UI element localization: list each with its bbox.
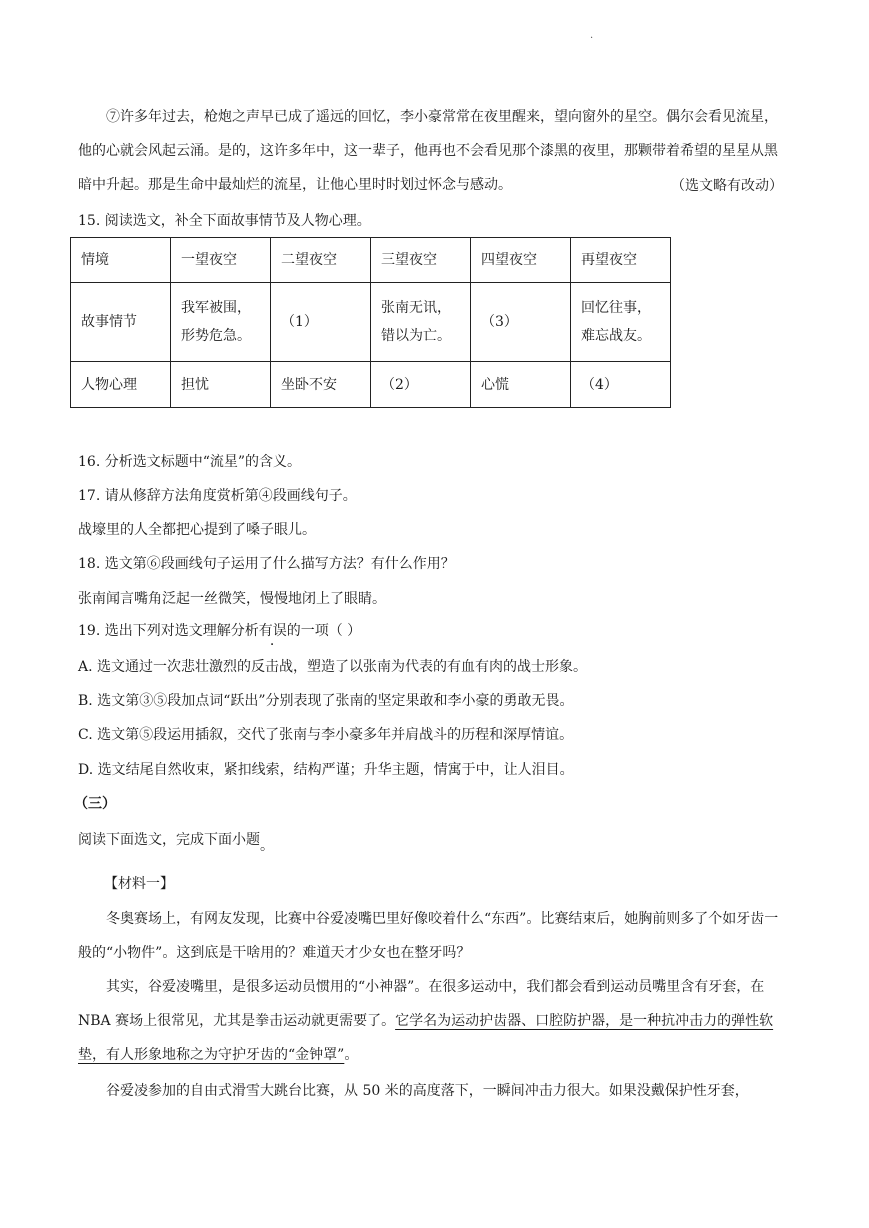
- plot-label: 故事情节: [71, 283, 171, 362]
- option-b: B. 选文第③⑤段加点词“跃出”分别表现了张南的坚定果敢和李小豪的勇敢无畏。: [78, 693, 574, 709]
- header-dot: .: [590, 30, 594, 41]
- question-17-sentence: 战壕里的人全都把心提到了嗓子眼儿。: [78, 522, 316, 538]
- table-header-cell: 一望夜空: [171, 238, 271, 283]
- section-3-intro: [78, 830, 274, 854]
- mood-cell: 坐卧不安: [271, 362, 371, 408]
- paragraph-7: ⑦许多年过去，枪炮之声早已成了遥远的回忆，李小豪常常在夜里醒来，望向窗外的星空。偶尔会看见流星，他的心就会风起云涌。是的，这许多年中，这一辈子，他再也不会看见那个漆黑的夜里，那颗带着希望的星星从黑暗中升起。那是生命中最灿烂的流星，让他心里时时划过怀念与感动。: [78, 109, 778, 193]
- question-19-prefix: 19. 选出下列对选文理解分析: [78, 623, 259, 639]
- paragraph-2-underlined: 它学名为运动护齿器、口腔防护器，是一种抗冲击力的弹性软垫，有人形象地称之为守护牙齿的“金钟罩”: [78, 1013, 774, 1063]
- question-18-sentence: 张南闻言嘴角泛起一丝微笑，慢慢地闭上了眼睛。: [78, 591, 386, 607]
- table-header-cell: 四望夜空: [471, 238, 571, 283]
- plot-line: 难忘战友。: [581, 328, 651, 344]
- mood-cell-blank: （4）: [571, 362, 671, 408]
- plot-line: 形势危急。: [181, 328, 251, 344]
- paragraph-2-plain: 其实，谷爱凌嘴里，是很多运动员惯用的“小神器”。在很多运动中，我们都会看到运动员嘴里含有牙套，在 NBA 赛场上很常见，尤其是拳击运动就更需要了。: [78, 979, 765, 1029]
- material-1-paragraph-2: [78, 970, 791, 1072]
- plot-line: 错以为亡。: [381, 328, 451, 344]
- material-1-paragraph-3: 谷爱凌参加的自由式滑雪大跳台比赛，从 50 米的高度落下，一瞬间冲击力很大。如果没戴保护性牙套，: [106, 1083, 749, 1099]
- mood-label: 人物心理: [71, 362, 171, 408]
- table-header-cell: 再望夜空: [571, 238, 671, 283]
- question-15: 15. 阅读选文，补全下面故事情节及人物心理。: [78, 213, 371, 229]
- plot-line: 张南无讯，: [381, 300, 451, 316]
- plot-cell: [571, 283, 671, 362]
- paragraph-2-end: 。: [344, 1047, 359, 1063]
- plot-cell-blank: （1）: [271, 283, 371, 362]
- plot-line: 我军被围，: [181, 300, 251, 316]
- table-header-cell: 二望夜空: [271, 238, 371, 283]
- section-3-intro-text: 阅读下面选文，完成下面小题: [78, 832, 260, 848]
- question-17: 17. 请从修辞方法角度赏析第④段画线句子。: [78, 488, 357, 504]
- table-row-mood: [71, 362, 671, 408]
- mood-cell: 担忧: [171, 362, 271, 408]
- question-18: 18. 选文第⑥段画线句子运用了什么描写方法？有什么作用？: [78, 556, 455, 572]
- option-d: D. 选文结尾自然收束，紧扣线索，结构严谨；升华主题，情寓于中，让人泪目。: [78, 762, 574, 778]
- material-1-heading: 【材料一】: [104, 876, 174, 892]
- plot-cell: [171, 283, 271, 362]
- option-c: C. 选文第⑤段运用插叙，交代了张南与李小豪多年并肩战斗的历程和深厚情谊。: [78, 727, 574, 743]
- option-a: A. 选文通过一次悲壮激烈的反击战，塑造了以张南为代表的有血有肉的战士形象。: [78, 659, 588, 675]
- material-1-paragraph-1: 冬奥赛场上，有网友发现，比赛中谷爱凌嘴巴里好像咬着什么“东西”。比赛结束后，她胸前则多了个如牙齿一般的“小物件”。这到底是干啥用的？难道天才少女也在整牙吗？: [78, 911, 779, 961]
- table-header-cell: 情境: [71, 238, 171, 283]
- table-row-plot: [71, 283, 671, 362]
- section-3-intro-mark: 。: [260, 838, 274, 854]
- question-19: [78, 621, 361, 641]
- mood-cell: 心慌: [471, 362, 571, 408]
- plot-line: 回忆往事，: [581, 300, 651, 316]
- question-19-suffix: 的一项（ ）: [286, 623, 362, 639]
- question-19-key: 有误: [258, 623, 287, 639]
- section-3-heading: （三）: [74, 796, 116, 812]
- source-note: （选文略有改动）: [671, 178, 783, 194]
- mood-cell-blank: （2）: [371, 362, 471, 408]
- plot-cell: [371, 283, 471, 362]
- story-table: [70, 237, 671, 408]
- table-header-cell: 三望夜空: [371, 238, 471, 283]
- table-header-row: [71, 238, 671, 283]
- plot-cell-blank: （3）: [471, 283, 571, 362]
- question-16: 16. 分析选文标题中“流星”的含义。: [78, 454, 302, 470]
